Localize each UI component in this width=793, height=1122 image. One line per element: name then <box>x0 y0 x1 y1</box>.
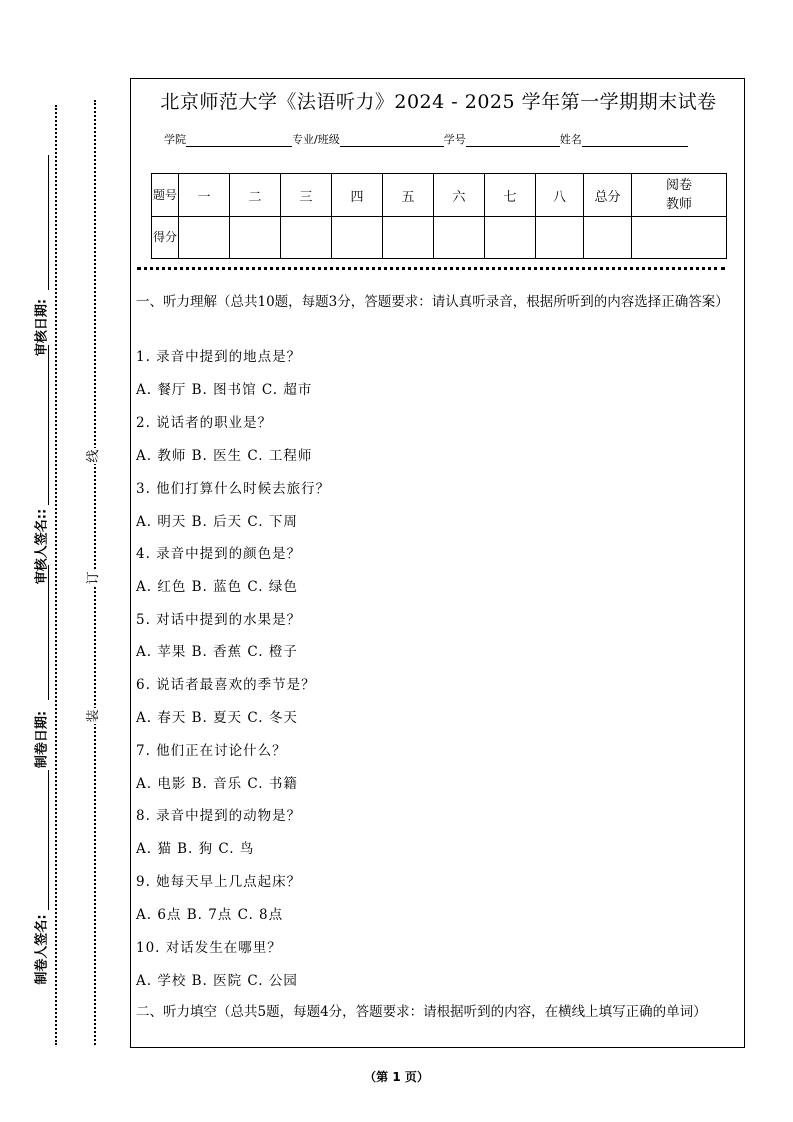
score-cell[interactable] <box>179 217 230 259</box>
col-header: 六 <box>434 174 485 217</box>
reviewer-sign-line <box>48 345 49 505</box>
section2-heading: 二、听力填空（总共5题，每题4分，答题要求：请根据听到的内容，在横线上填写正确的单词） <box>136 1004 707 1020</box>
score-cell[interactable] <box>434 217 485 259</box>
col-header: 四 <box>332 174 383 217</box>
options-10: A. 学校 B. 医院 C. 公园 <box>136 973 298 989</box>
name-field[interactable] <box>582 134 688 147</box>
binding-dotted-line-outer <box>55 105 57 1045</box>
question-8: 8. 录音中提到的动物是？ <box>136 808 302 824</box>
options-5: A. 苹果 B. 香蕉 C. 橙子 <box>136 644 298 660</box>
score-cell[interactable] <box>536 217 584 259</box>
maker-sign-label: 制卷人签名: <box>34 914 50 985</box>
question-2: 2. 说话者的职业是？ <box>136 415 273 431</box>
question-10: 10. 对话发生在哪里？ <box>136 940 282 956</box>
options-6: A. 春天 B. 夏天 C. 冬天 <box>136 710 298 726</box>
options-4: A. 红色 B. 蓝色 C. 绿色 <box>136 579 298 595</box>
make-date-line <box>48 565 49 700</box>
question-9: 9. 她每天早上几点起床？ <box>136 874 302 890</box>
score-cell-total[interactable] <box>584 217 632 259</box>
review-date-label: 审核日期: <box>34 298 50 357</box>
college-label: 学院 <box>164 133 186 146</box>
make-date-label: 制卷日期: <box>34 710 50 769</box>
college-field[interactable] <box>186 134 292 147</box>
section1-heading: 一、听力理解（总共10题，每题3分，答题要求：请认真听录音，根据所听到的内容选择正确答案） <box>136 294 729 310</box>
score-cell-grader[interactable] <box>632 217 727 259</box>
question-1: 1. 录音中提到的地点是？ <box>136 349 302 365</box>
row-label-question-no: 题号 <box>152 174 179 217</box>
student-id-field[interactable] <box>466 134 560 147</box>
maker-sign-line <box>48 770 49 910</box>
col-header: 二 <box>230 174 281 217</box>
score-cell[interactable] <box>332 217 383 259</box>
options-7: A. 电影 B. 音乐 C. 书籍 <box>136 776 298 792</box>
col-header: 一 <box>179 174 230 217</box>
bind-line-char: 线 <box>86 449 101 463</box>
options-9: A. 6点 B. 7点 C. 8点 <box>136 907 284 923</box>
exam-title: 北京师范大学《法语听力》2024 - 2025 学年第一学期期末试卷 <box>160 91 717 113</box>
reviewer-sign-label: 审核人签名:: <box>34 508 50 585</box>
col-header-grader: 阅卷 教师 <box>632 174 727 217</box>
score-cell[interactable] <box>281 217 332 259</box>
score-table <box>151 173 727 259</box>
col-header: 五 <box>383 174 434 217</box>
score-cell[interactable] <box>485 217 536 259</box>
score-cell[interactable] <box>230 217 281 259</box>
page-number: （第 1 页） <box>364 1070 429 1084</box>
options-3: A. 明天 B. 后天 C. 下周 <box>136 514 298 530</box>
review-date-line <box>48 155 49 290</box>
question-5: 5. 对话中提到的水果是？ <box>136 612 302 628</box>
options-8: A. 猫 B. 狗 C. 鸟 <box>136 841 255 857</box>
student-id-label: 学号 <box>443 133 466 146</box>
score-cell[interactable] <box>383 217 434 259</box>
row-label-score: 得分 <box>152 217 179 259</box>
question-7: 7. 他们正在讨论什么？ <box>136 743 287 759</box>
col-header: 八 <box>536 174 584 217</box>
question-4: 4. 录音中提到的颜色是？ <box>136 546 302 562</box>
options-1: A. 餐厅 B. 图书馆 C. 超市 <box>136 382 313 398</box>
student-info-row <box>164 131 688 147</box>
dotted-separator <box>137 267 725 270</box>
bind-zhuang-char: 装 <box>86 709 101 723</box>
col-header: 七 <box>485 174 536 217</box>
exam-frame <box>130 78 745 1048</box>
options-2: A. 教师 B. 医生 C. 工程师 <box>136 448 313 464</box>
major-field[interactable] <box>340 134 444 147</box>
bind-ding-char: 订 <box>86 571 101 585</box>
major-label: 专业/班级 <box>292 133 340 146</box>
name-label: 姓名 <box>559 133 582 146</box>
col-header: 三 <box>281 174 332 217</box>
question-6: 6. 说话者最喜欢的季节是？ <box>136 677 316 693</box>
question-3: 3. 他们打算什么时候去旅行？ <box>136 481 331 497</box>
col-header-total: 总分 <box>584 174 632 217</box>
